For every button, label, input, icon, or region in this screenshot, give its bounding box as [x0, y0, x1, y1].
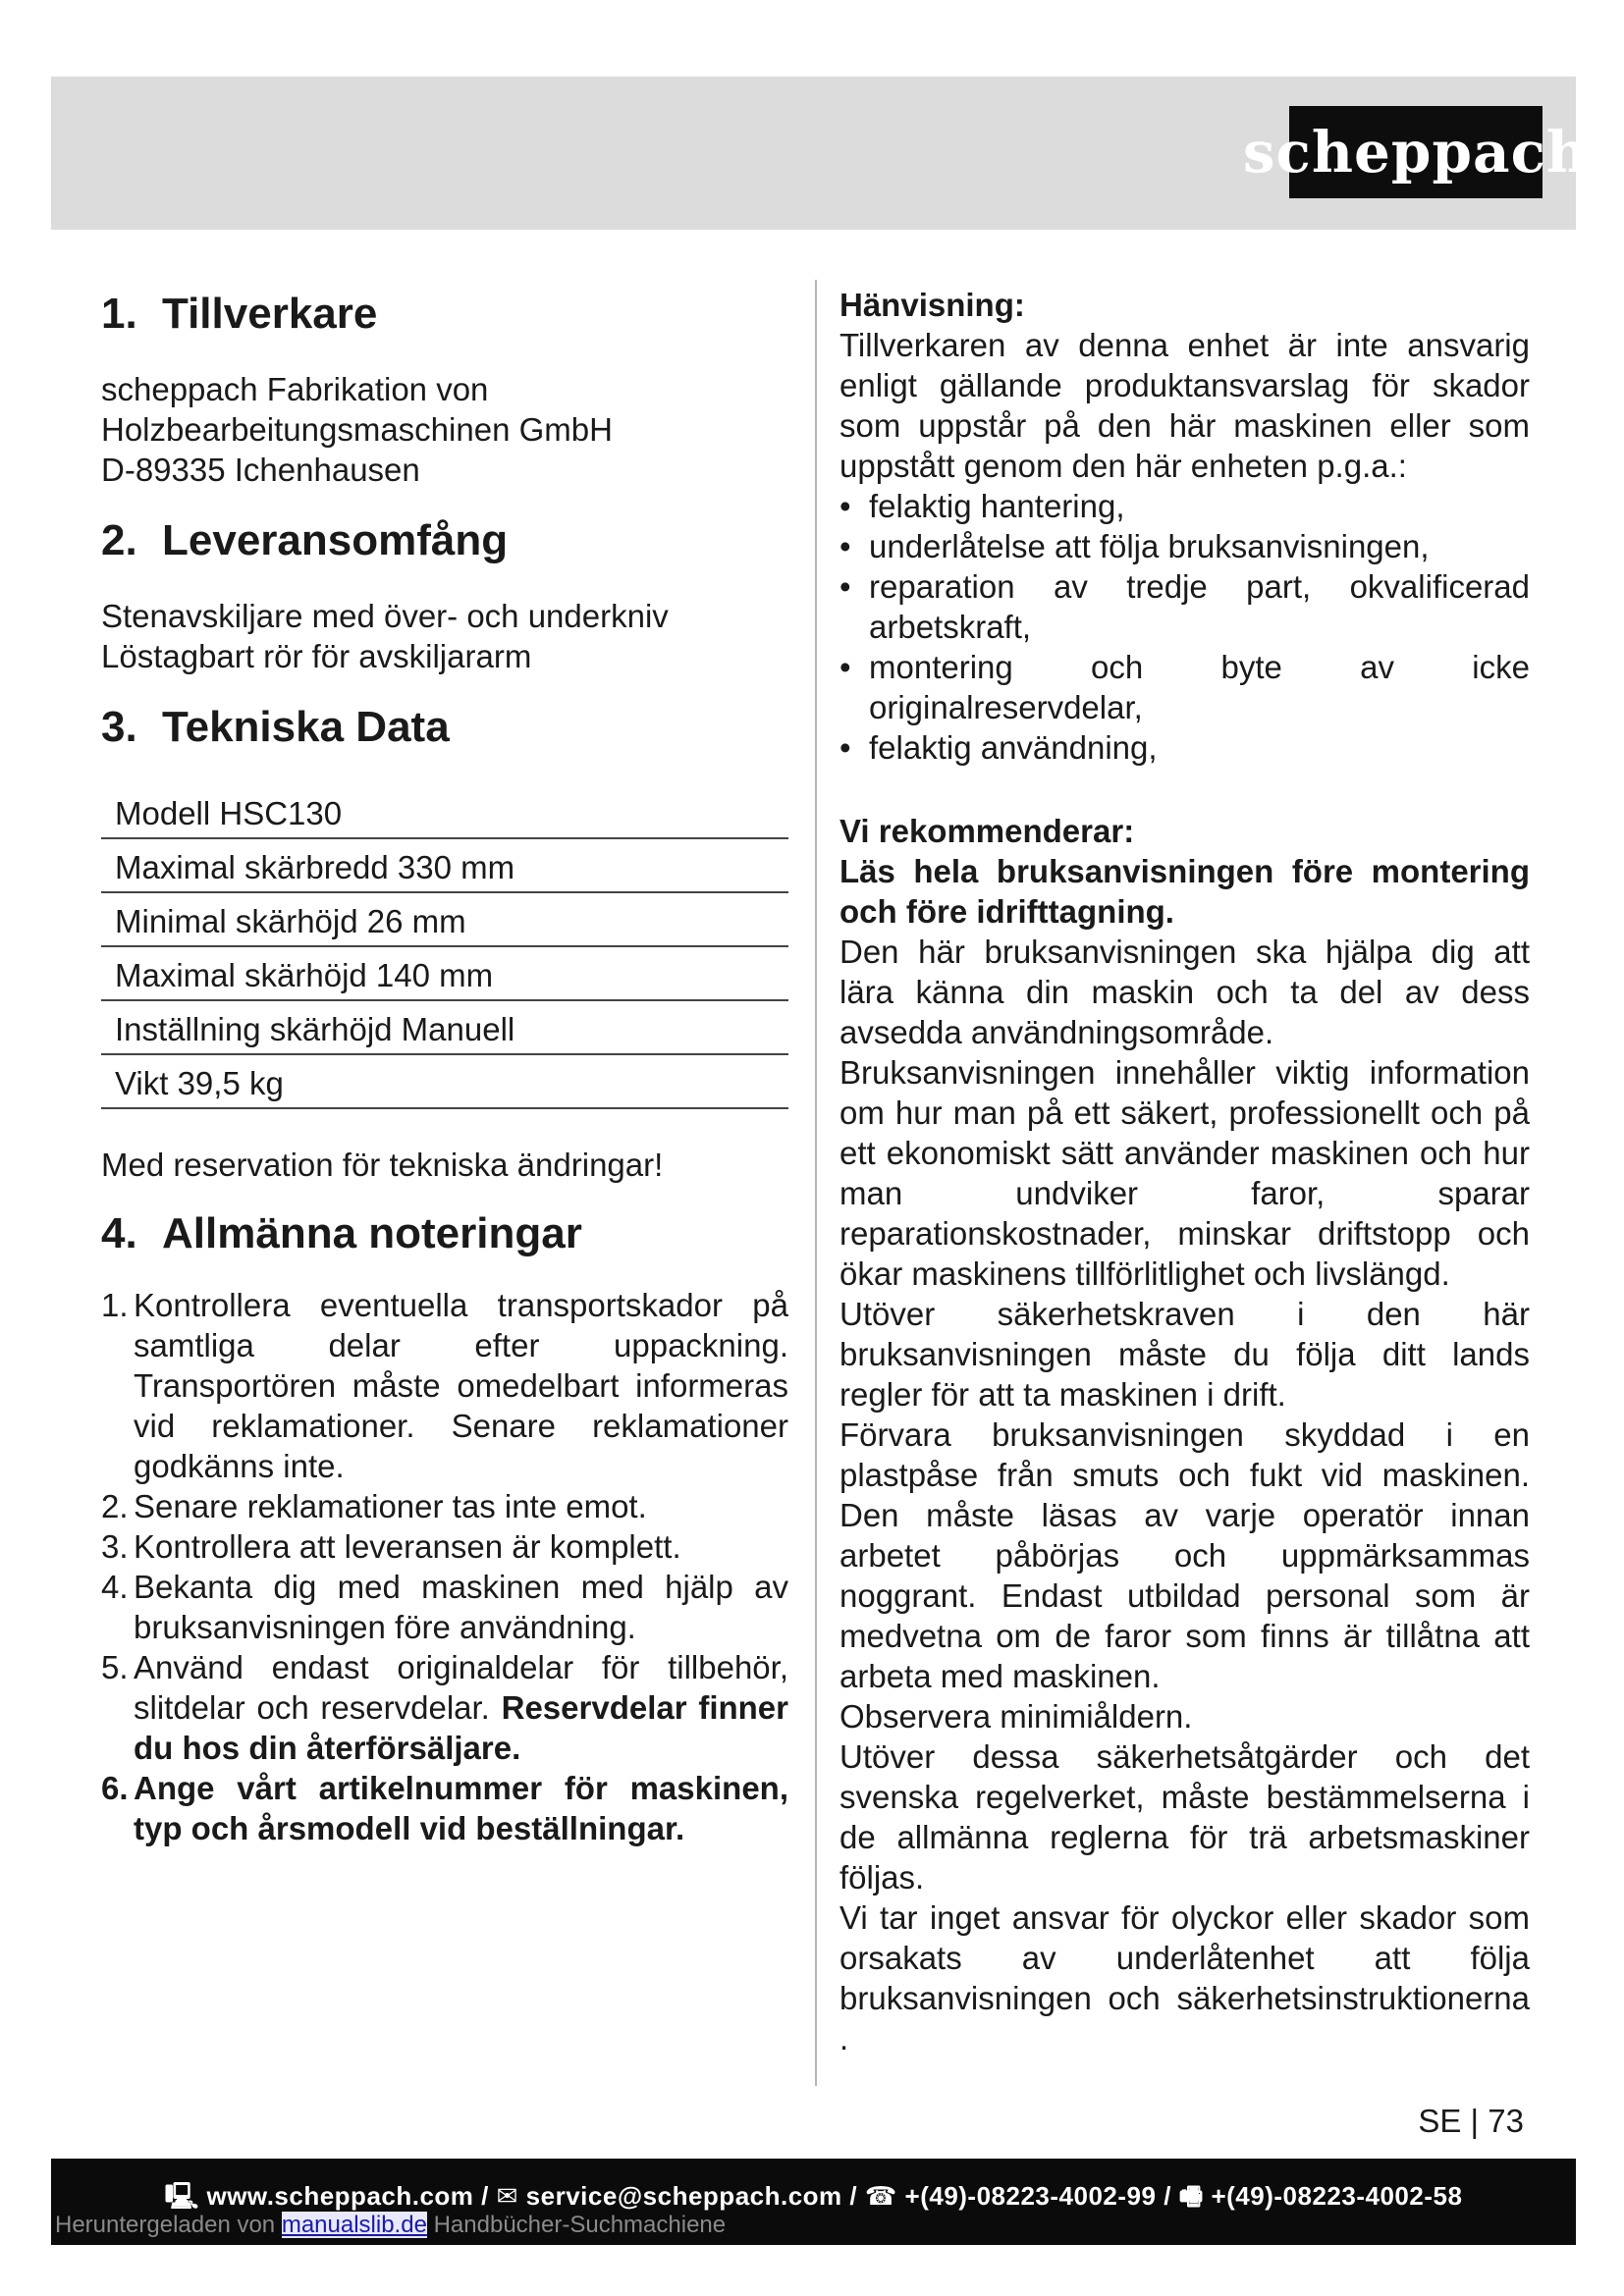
list-item	[839, 566, 1530, 647]
scheppach-logo: scheppach	[1289, 106, 1543, 198]
footer-bar	[51, 2159, 1576, 2245]
list-item	[101, 1526, 788, 1567]
item-text-regular: Använd endast originaldelar för tillbehör, slitdelar och reservdelar.	[134, 1649, 788, 1726]
address-line: Holzbearbeitungsmaschinen GmbH	[101, 411, 613, 448]
table-row: Modell HSC130	[101, 788, 788, 839]
list-item	[101, 1285, 788, 1486]
item-text: felaktig hantering,	[869, 488, 1125, 524]
general-notes-list	[101, 1285, 788, 1848]
column-divider	[815, 280, 817, 2086]
reservation-note: Med reservation för tekniska ändringar!	[101, 1147, 664, 1183]
section-number: 1.	[101, 290, 137, 338]
page-number: SE | 73	[1418, 2103, 1524, 2139]
section-1-heading	[101, 285, 788, 344]
bullet-icon: •	[839, 729, 851, 766]
header-band	[51, 77, 1590, 230]
notice-text: Tillverkaren av denna enhet är inte ansvarig enligt gällande produktansvarslag för skador som uppstår på den här maskinen eller som uppstått genom den här enheten p.g.a.:	[839, 327, 1530, 484]
website-link[interactable]: www.scheppach.com	[206, 2181, 474, 2211]
body-paragraph: Vi tar inget ansvar för olyckor eller skador som orsakats av underlåtenhet att följa bruksanvisningen och säkerhetsinstruktionerna .	[839, 1899, 1530, 2056]
table-row: Maximal skärbredd 330 mm	[101, 839, 788, 893]
separator: /	[849, 2181, 858, 2211]
item-text-bold: Reservdelar finner du hos din återförsäljare.	[134, 1689, 788, 1766]
body-paragraph: Förvara bruksanvisningen skyddad i en plastpåse från smuts och fukt vid maskinen. Den måste läsas av varje operatör innan arbetet påbörjas och uppmärksammas noggrant. Endast utbildad personal som är medvetna om de faror som finns är tillåtna att arbeta med maskinen.	[839, 1416, 1530, 1694]
item-text: Senare reklamationer tas inte emot.	[134, 1488, 647, 1524]
manualslib-link[interactable]: manualslib.de	[281, 2212, 427, 2238]
manufacturer-address	[101, 369, 788, 490]
scope-line: Löstagbart rör för avskiljararm	[101, 638, 532, 674]
left-column	[101, 285, 788, 1848]
item-text: felaktig användning,	[869, 729, 1158, 766]
section-number: 4.	[101, 1209, 137, 1257]
item-text: Bekanta dig med maskinen med hjälp av bruksanvisningen före användning.	[134, 1569, 788, 1645]
item-text	[134, 1647, 788, 1768]
item-text: montering och byte av icke originalreservdelar,	[869, 649, 1530, 725]
section-title: Tillverkare	[162, 290, 378, 338]
section-number: 2.	[101, 516, 137, 564]
section-title: Tekniska Data	[162, 703, 450, 751]
item-text: underlåtelse att följa bruksanvisningen,	[869, 528, 1430, 564]
address-line: scheppach Fabrikation von	[101, 371, 489, 407]
list-item	[839, 486, 1530, 526]
item-number: 5.	[101, 1649, 129, 1685]
phone-icon: ☎	[864, 2181, 897, 2211]
fax-number: +(49)-08223-4002-58	[1211, 2181, 1463, 2211]
notice-heading: Hänvisning:	[839, 287, 1025, 323]
body-paragraph: Den här bruksanvisningen ska hjälpa dig att lära känna din maskin och ta del av dess avsedda användningsområde.	[839, 934, 1530, 1050]
list-item	[839, 647, 1530, 727]
liability-bullets	[839, 486, 1530, 768]
download-prefix: Heruntergeladen von	[55, 2212, 276, 2238]
item-number: 3.	[101, 1528, 129, 1565]
item-number: 2.	[101, 1488, 129, 1524]
table-row: Minimal skärhöjd 26 mm	[101, 893, 788, 947]
section-3-heading	[101, 698, 788, 757]
bullet-icon: •	[839, 649, 851, 685]
bullet-icon: •	[839, 568, 851, 605]
item-text: Kontrollera att leveransen är komplett.	[134, 1528, 681, 1565]
right-column	[839, 285, 1530, 2058]
list-item	[101, 1768, 788, 1848]
section-4-heading	[101, 1204, 788, 1263]
list-item	[839, 727, 1530, 768]
tech-data-table	[101, 788, 788, 1109]
item-text: Ange vårt artikelnummer för maskinen, typ och årsmodell vid beställningar.	[134, 1770, 788, 1846]
email-link[interactable]: service@scheppach.com	[525, 2181, 842, 2211]
separator: /	[1164, 2181, 1171, 2211]
delivery-scope	[101, 596, 788, 676]
item-text: reparation av tredje part, okvalificerad arbetskraft,	[869, 568, 1530, 645]
list-item	[101, 1486, 788, 1526]
address-line: D-89335 Ichenhausen	[101, 452, 420, 488]
phone-number: +(49)-08223-4002-99	[904, 2181, 1157, 2211]
download-notice	[55, 2212, 726, 2239]
item-number: 1.	[101, 1287, 129, 1323]
section-2-heading	[101, 511, 788, 570]
recommend-heading: Vi rekommenderar:	[839, 813, 1135, 849]
body-paragraph: Observera minimiåldern.	[839, 1698, 1193, 1735]
body-paragraph: Utöver säkerhetskraven i den här bruksanvisningen måste du följa ditt lands regler för att ta maskinen i drift.	[839, 1296, 1530, 1413]
item-text: Kontrollera eventuella transportskador på samtliga delar efter uppackning. Transportören måste omedelbart informeras vid reklamationer. Senare reklamationer godkänns inte.	[134, 1287, 788, 1484]
table-row: Inställning skärhöjd Manuell	[101, 1001, 788, 1055]
section-number: 3.	[101, 703, 137, 751]
body-paragraph: Utöver dessa säkerhetsåtgärder och det svenska regelverket, måste bestämmelserna i de allmänna reglerna för trä arbetsmaskiner följas.	[839, 1738, 1530, 1896]
table-row: Maximal skärhöjd 140 mm	[101, 947, 788, 1001]
bullet-icon: •	[839, 488, 851, 524]
separator: /	[481, 2181, 489, 2211]
list-item	[101, 1567, 788, 1647]
table-row: Vikt 39,5 kg	[101, 1055, 788, 1109]
mail-icon: ✉	[496, 2181, 518, 2211]
scope-line: Stenavskiljare med över- och underkniv	[101, 598, 669, 634]
body-paragraph: Bruksanvisningen innehåller viktig information om hur man på ett säkert, professionellt och på ett ekonomiskt sätt använder maskinen och hur man undviker faror, sparar reparationskostnader, minskar driftstopp och ökar maskinens tillförlitlighet och livslängd.	[839, 1054, 1530, 1292]
section-title: Leveransomfång	[162, 516, 509, 564]
list-item	[101, 1647, 788, 1768]
recommend-bold-text: Läs hela bruksanvisningen före montering och före idrifttagning.	[839, 853, 1530, 930]
bullet-icon: •	[839, 528, 851, 564]
item-number: 6.	[101, 1770, 129, 1806]
download-suffix: Handbücher-Suchmachiene	[433, 2212, 727, 2238]
fax-icon: 🖷	[1178, 2181, 1204, 2211]
list-item	[839, 526, 1530, 566]
spacer	[839, 768, 1530, 811]
item-number: 4.	[101, 1569, 129, 1605]
computer-icon: 🖳	[164, 2181, 199, 2211]
section-title: Allmänna noteringar	[162, 1209, 582, 1257]
